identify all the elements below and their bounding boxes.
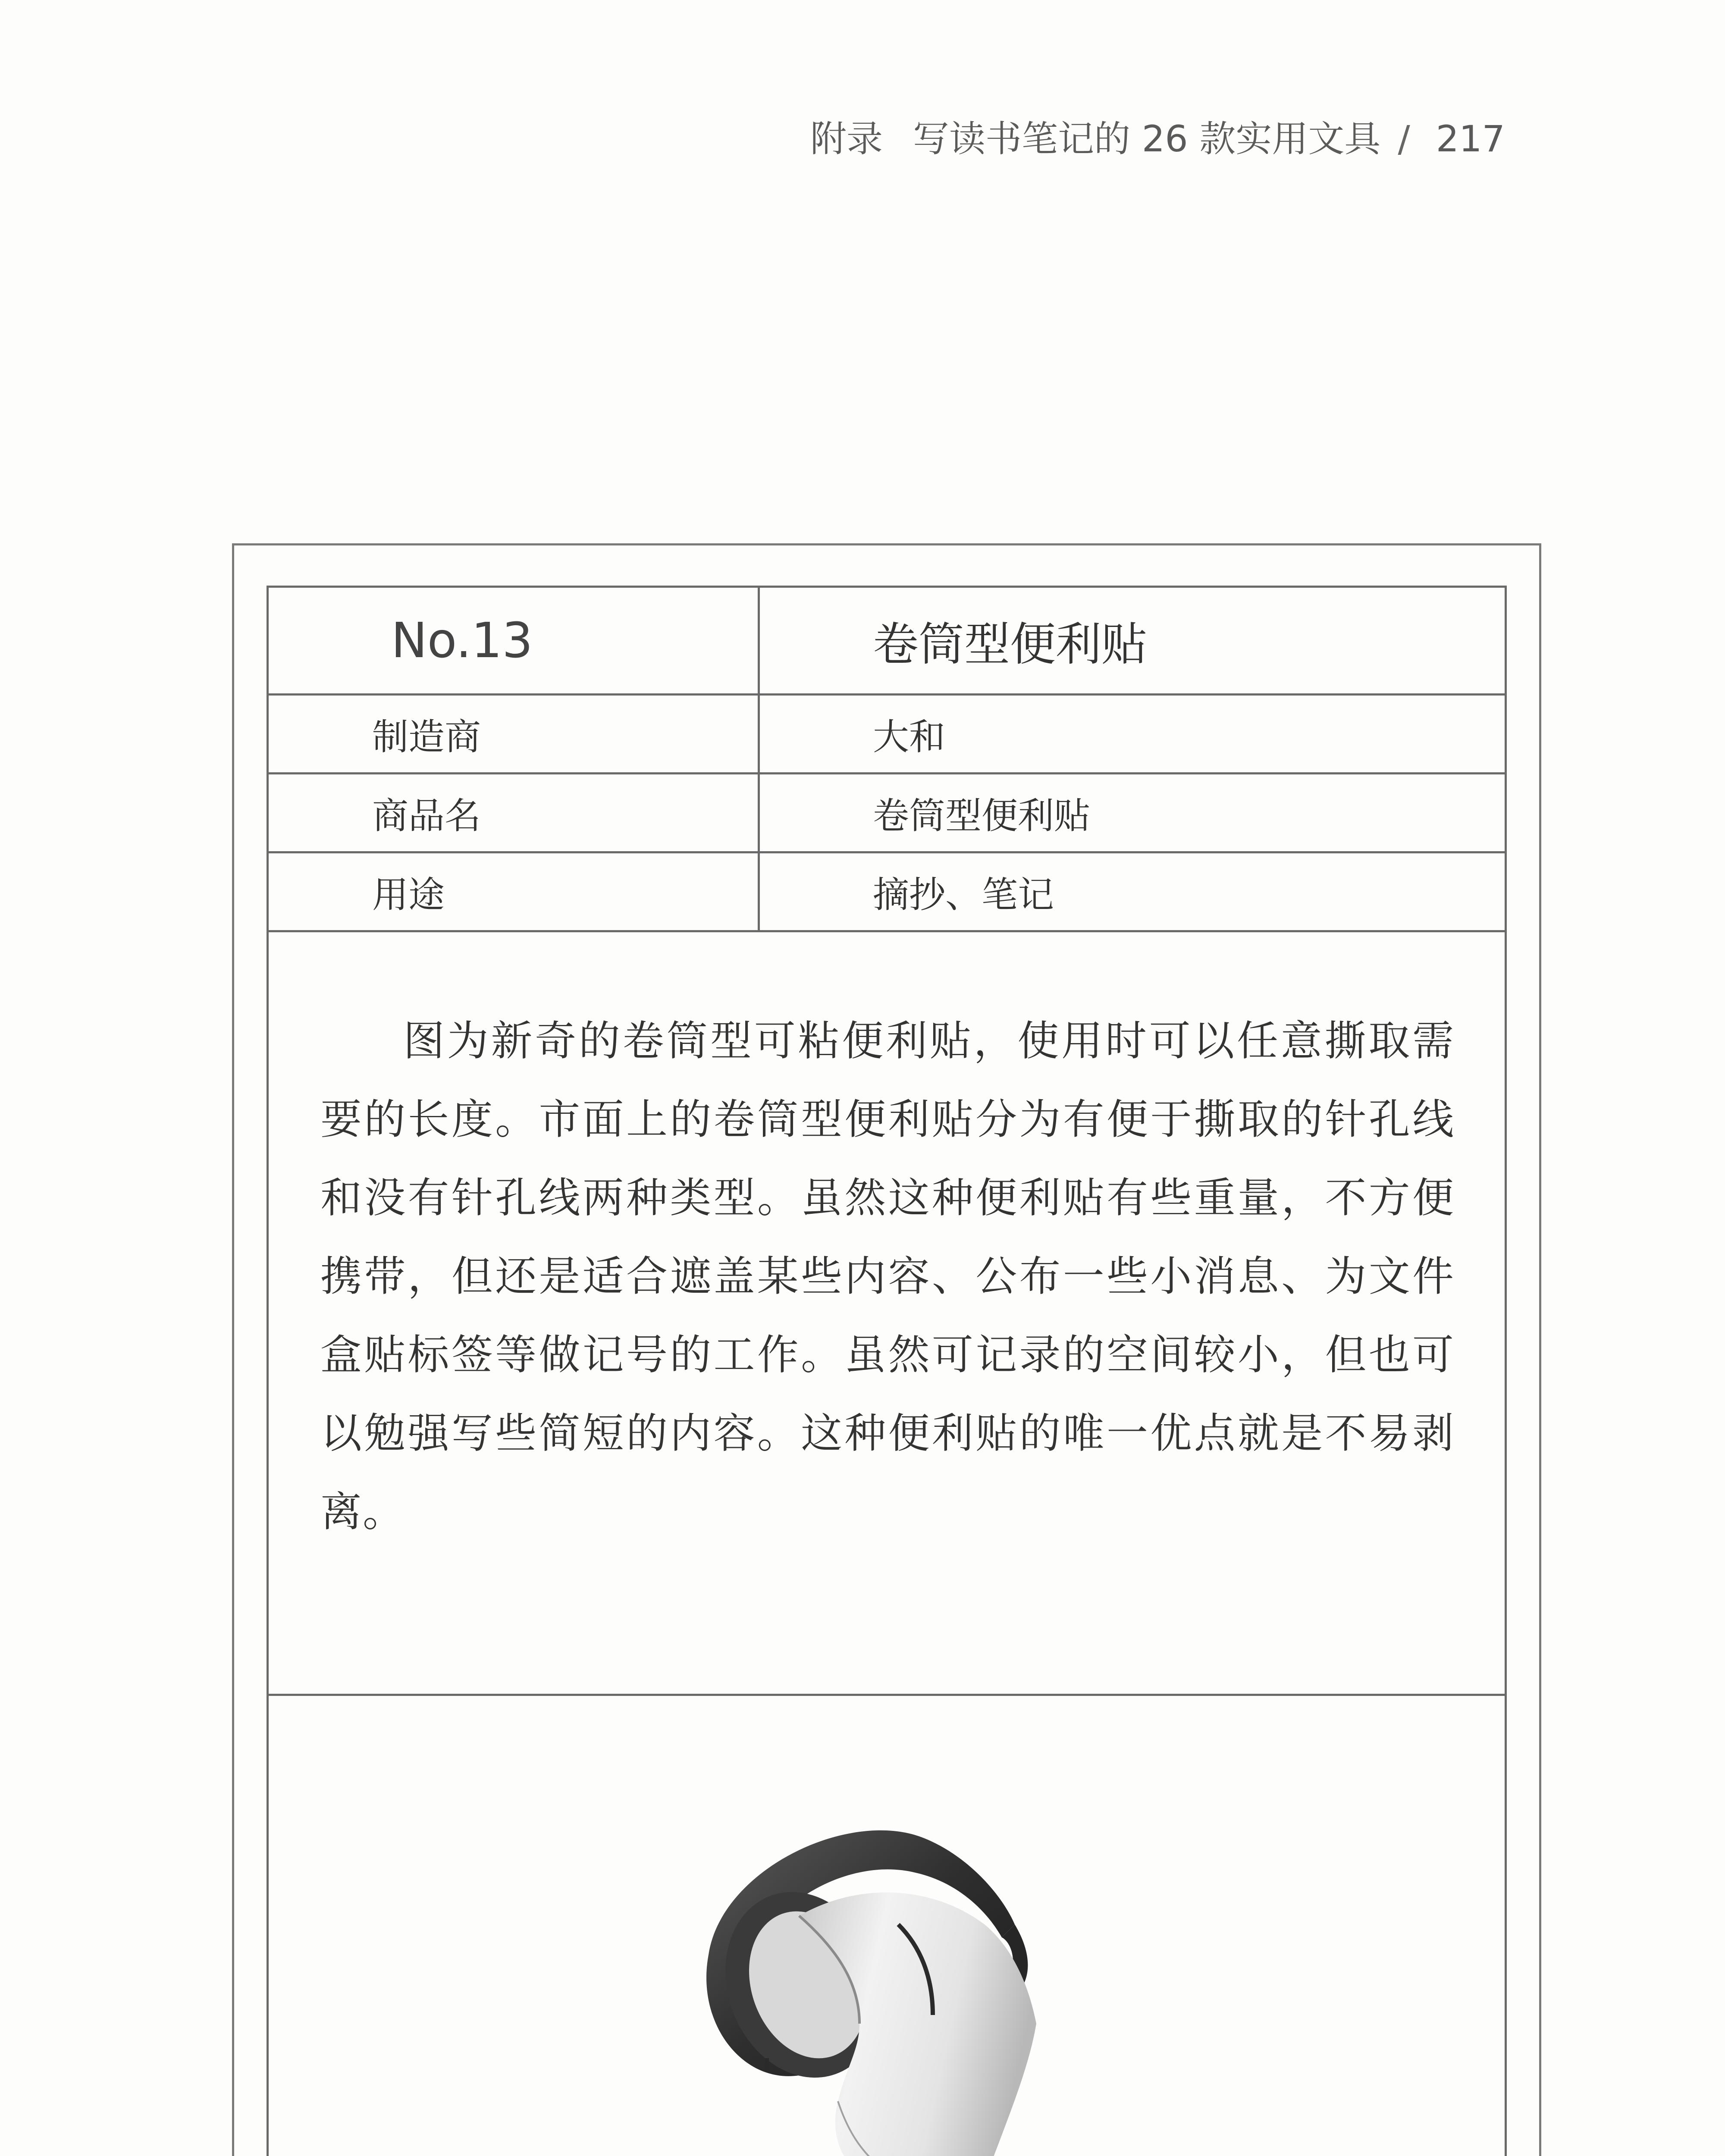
card-number: No.13 bbox=[269, 588, 759, 695]
row-value-manufacturer: 大和 bbox=[759, 695, 1505, 774]
product-card bbox=[267, 586, 1507, 2156]
table-row bbox=[269, 774, 1505, 852]
header-chapter-title: 写读书笔记的 26 款实用文具 bbox=[913, 118, 1381, 160]
page-number: 217 bbox=[1436, 118, 1505, 160]
roll-sticky-note-image bbox=[657, 1782, 1166, 2156]
divider bbox=[269, 1694, 1505, 1696]
row-value-usage: 摘抄、笔记 bbox=[759, 852, 1505, 931]
row-key-product-name: 商品名 bbox=[269, 774, 759, 852]
header-separator: / bbox=[1398, 118, 1410, 160]
row-key-usage: 用途 bbox=[269, 852, 759, 931]
title-row bbox=[269, 588, 1505, 695]
header-section: 附录 bbox=[810, 118, 883, 160]
row-key-manufacturer: 制造商 bbox=[269, 695, 759, 774]
running-header bbox=[810, 110, 1505, 162]
table-row bbox=[269, 695, 1505, 774]
row-value-product-name: 卷筒型便利贴 bbox=[759, 774, 1505, 852]
product-description: 图为新奇的卷筒型可粘便利贴，使用时可以任意撕取需要的长度。市面上的卷筒型便利贴分为有便于撕取的针孔线和没有针孔线两种类型。虽然这种便利贴有些重量，不方便携带，但还是适合遮盖某些内容、公布一些小消息、为文件盒贴标签等做记号的工作。虽然可记录的空间较小，但也可以勉强写些简短的内容。这种便利贴的唯一优点就是不易剥离。 bbox=[320, 1017, 1455, 1536]
table-row bbox=[269, 852, 1505, 931]
info-table bbox=[269, 588, 1505, 932]
product-title: 卷筒型便利贴 bbox=[759, 588, 1505, 695]
